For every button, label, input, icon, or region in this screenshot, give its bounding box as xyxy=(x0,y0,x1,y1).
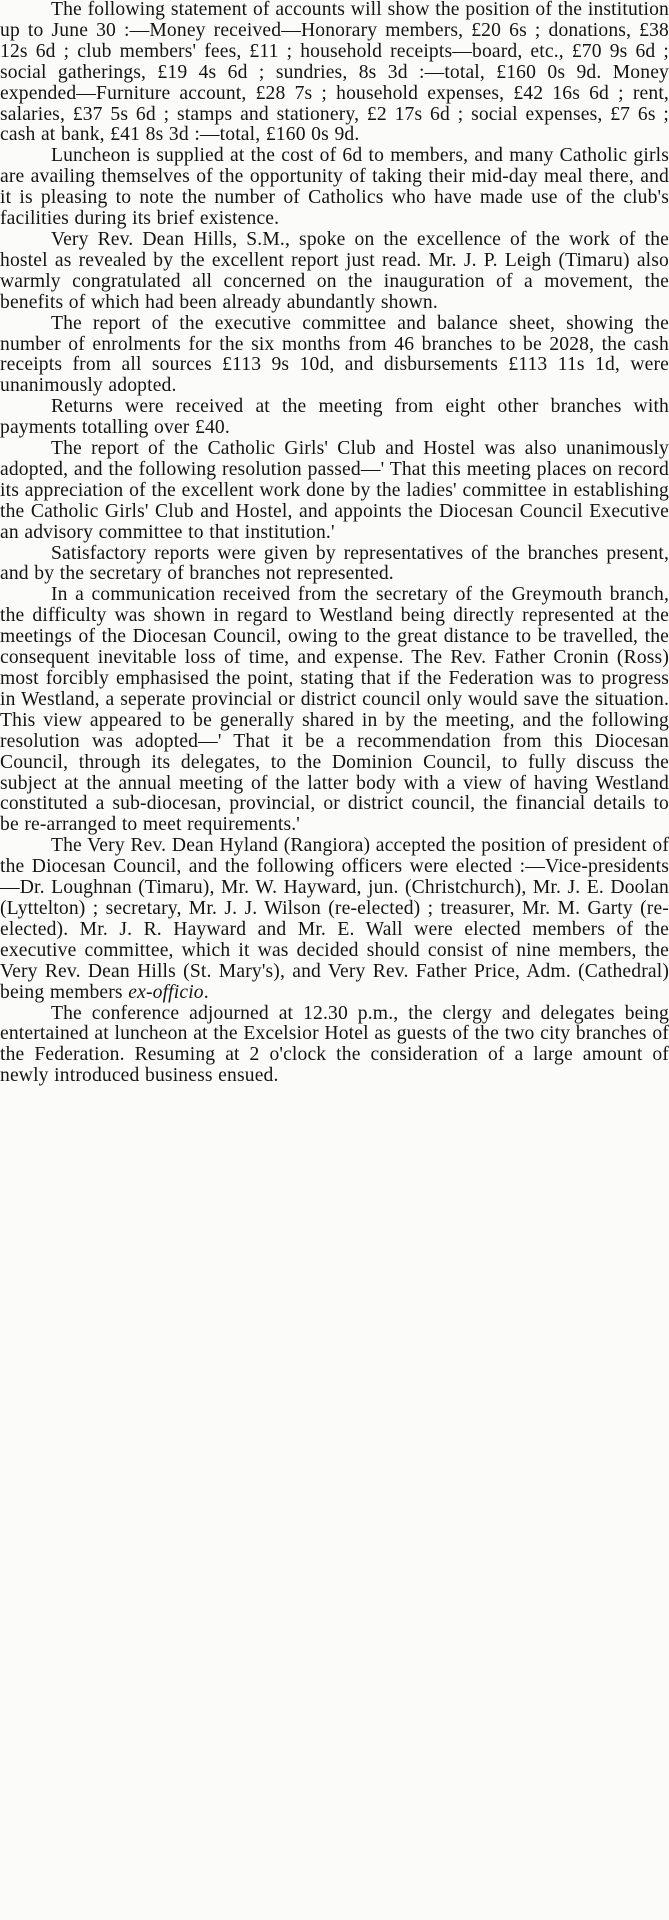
branch-returns-paragraph: Returns were received at the meeting from eight other branches with payments totalling over £40. xyxy=(0,396,669,439)
officers-elected-text: The Very Rev. Dean Hyland (Rangiora) accepted the position of president of the Diocesan Council, and the following officers were elected :—Vice-presidents—Dr. Loughnan (Timaru), Mr. W. Hayward, jun. (Christchurch), Mr. J. E. Doolan (Lyttelton) ; secretary, Mr. J. J. Wilson (re-elected) ; treasurer, Mr. M. Garty (re-elected). Mr. J. R. Hayward and Mr. E. Wall were elected members of the executive committee, which it was decided should consist of nine members, the Very Rev. Dean Hills (St. Mary's), and Very Rev. Father Price, Adm. (Cathedral) being members xyxy=(0,835,669,1003)
dean-hills-speech-paragraph: Very Rev. Dean Hills, S.M., spoke on the excellence of the work of the hostel as revealed by the excellent report just read. Mr. J. P. Leigh (Timaru) also warmly congratulated all concerned on the inauguration of a movement, the benefits of which had been already abundantly shown. xyxy=(0,228,669,313)
accounts-statement-paragraph: The following statement of accounts will show the position of the institution up to June 30 :—Money received—Honorary members, £20 6s ; donations, £38 12s 6d ; club members' fees, £11 ; household receipts—board, etc., £70 9s 6d ; social gatherings, £19 4s 6d ; sundries, 8s 3d :—total, £160 0s 9d. Money expended—Furniture account, £28 7s ; household expenses, £42 16s 6d ; rent, salaries, £37 5s 6d ; stamps and stationery, £2 17s 6d ; social expenses, £7 6s ; cash at bank, £41 8s 3d :—total, £160 0s 9d. xyxy=(0,0,669,146)
ex-officio-term: ex-officio xyxy=(128,981,204,1003)
executive-report-paragraph: The report of the executive committee and balance sheet, showing the number of enrolments for the six months from 46 branches to be 2028, the cash receipts from all sources £113 9s 10d, and disbursements £113 11s 1d, were unanimously adopted. xyxy=(0,312,669,397)
westland-representation-paragraph: In a communication received from the secretary of the Greymouth branch, the difficulty was shown in regard to Westland being directly represented at the meetings of the Diocesan Council, owing to the great distance to be travelled, the consequent inevitable loss of time, and expense. The Rev. Father Cronin (Ross) most forcibly emphasised the point, stating that if the Federation was to progress in Westland, a seperate provincial or district council only would save the situation. This view appeared to be generally shared in by the meeting, and the following resolution was adopted—' That it be a recommendation from this Diocesan Council, through its delegates, to the Dominion Council, to fully discuss the subject at the annual meeting of the latter body with a view of having Westland constituted a sub-diocesan, provincial, or district council, the financial details to be re-arranged to meet requirements.' xyxy=(0,584,669,836)
luncheon-paragraph: Luncheon is supplied at the cost of 6d to members, and many Catholic girls are availing themselves of the opportunity of taking their mid-day meal there, and it is pleasing to note the number of Catholics who have made use of the club's facilities during its brief existence. xyxy=(0,145,669,230)
officers-elected-paragraph: The Very Rev. Dean Hyland (Rangiora) accepted the position of president of the Diocesan Council, and the following officers were elected :—Vice-presidents—Dr. Loughnan (Timaru), Mr. W. Hayward, jun. (Christchurch), Mr. J. E. Doolan (Lyttelton) ; secretary, Mr. J. J. Wilson (re-elected) ; treasurer, Mr. M. Garty (re-elected). Mr. J. R. Hayward and Mr. E. Wall were elected members of the executive committee, which it was decided should consist of nine members, the Very Rev. Dean Hills (St. Mary's), and Very Rev. Father Price, Adm. (Cathedral) being members ex-officio. xyxy=(0,835,669,1003)
conference-adjourned-paragraph: The conference adjourned at 12.30 p.m., the clergy and delegates being entertained at luncheon at the Excelsior Hotel as guests of the two city branches of the Federation. Resuming at 2 o'clock the consideration of a large amount of newly introduced business ensued. xyxy=(0,1002,669,1087)
branch-reports-paragraph: Satisfactory reports were given by representatives of the branches present, and by the secretary of branches not represented. xyxy=(0,542,669,585)
girls-club-resolution-paragraph: The report of the Catholic Girls' Club and Hostel was also unanimously adopted, and the following resolution passed—' That this meeting places on record its appreciation of the excellent work done by the ladies' committee in establishing the Catholic Girls' Club and Hostel, and appoints the Diocesan Council Executive an advisory committee to that institution.' xyxy=(0,438,669,543)
